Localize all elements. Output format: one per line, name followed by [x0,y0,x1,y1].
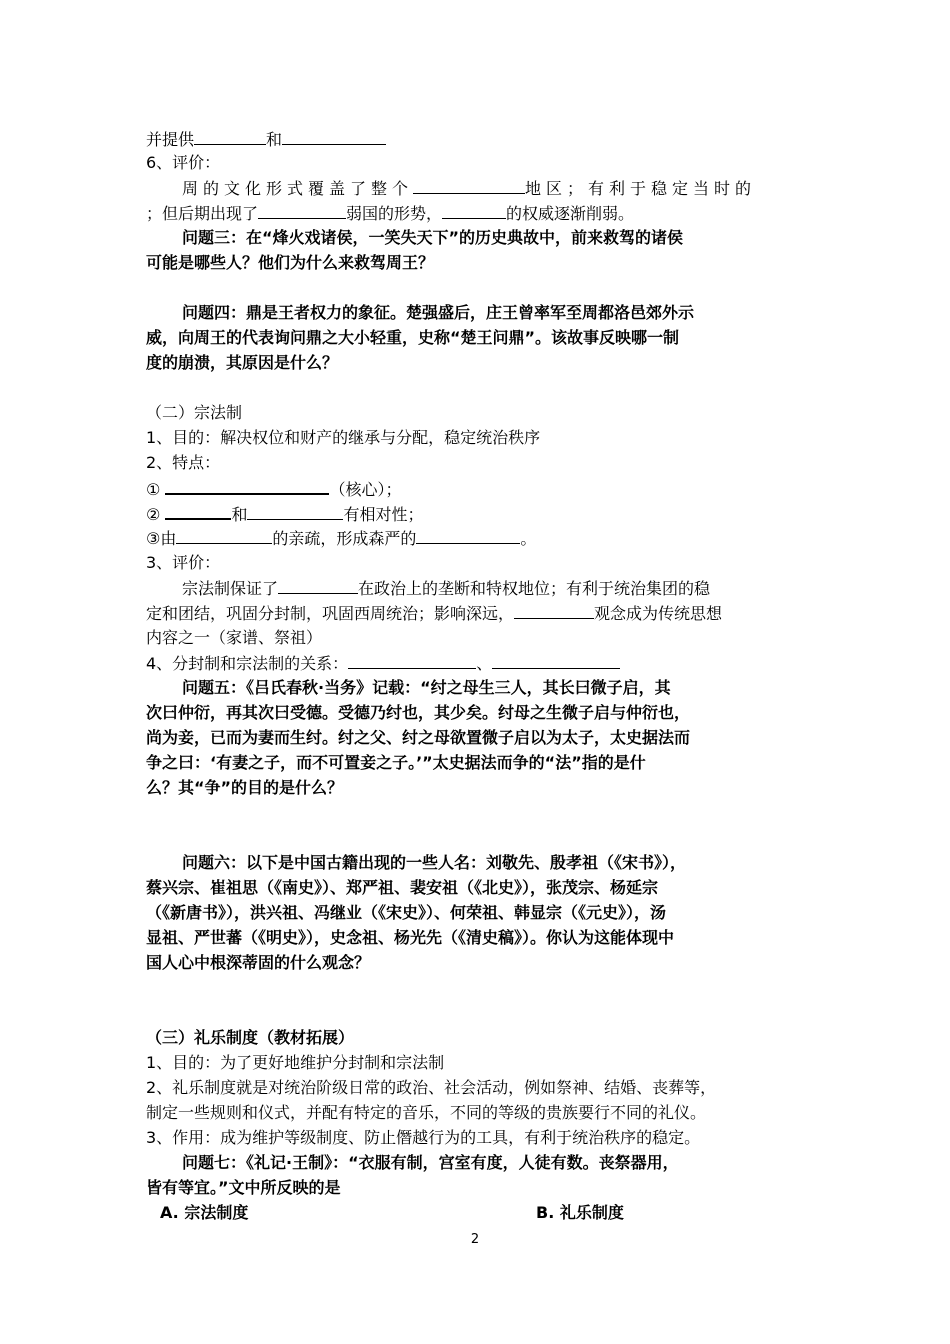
section-6-heading: 6、评价： [146,153,221,172]
blank [442,202,506,219]
question-3-line-2: 可能是哪些人？他们为什么来救驾周王？ [146,253,435,272]
option-b: B. 礼乐制度 [536,1203,624,1222]
section-3-definition-2: 制定一些规则和仪式，并配有特定的音乐，不同的等级的贵族要行不同的礼仪。 [146,1103,707,1122]
blank [278,577,358,594]
blank [282,128,386,145]
section-3-effect: 3、作用：成为维护等级制度、防止僭越行为的工具，有利于统治秩序的稳定。 [146,1128,701,1147]
blank [514,602,594,619]
eval-line-3: 内容之一（家谱、祭祖） [146,628,323,647]
section-2-title: （二）宗法制 [146,403,243,422]
section-2-eval: 3、评价： [146,553,221,572]
feature-2: ② 和 有相对性； [146,502,423,526]
question-6-line-1: 问题六：以下是中国古籍出现的一些人名：刘敬先、殷孝祖（《宋书》）， [182,853,687,872]
blank [176,527,272,544]
section-6-line-1: 周的文化形式覆盖了整个 地区；有利于稳定当时的 [182,179,757,198]
question-4-line-1: 问题四：鼎是王者权力的象征。楚强盛后，庄王曾率军至周都洛邑郊外示 [182,303,695,322]
question-5-line-3: 尚为妾，已而为妻而生纣。纣之父、纣之母欲置微子启以为太子，太史据法而 [146,728,691,747]
relation-line: 4、分封制和宗法制的关系： 、 [146,652,620,675]
question-5-line-5: 么？其“争”的目的是什么？ [146,778,344,797]
blank [258,202,346,219]
question-6-line-4: 显祖、严世蕃（《明史》），史念祖、杨光先（《清史稿》）。你认为这能体现中 [146,928,675,947]
option-a: A. 宗法制度 [160,1203,249,1222]
section-3-definition-1: 2、礼乐制度就是对统治阶级日常的政治、社会活动，例如祭神、结婚、丧葬等， [146,1078,717,1097]
feature-3: ③由 的亲疏，形成森严的 。 [146,529,537,548]
question-5-line-2: 次曰仲衍，再其次曰受德。受德乃纣也，其少矣。纣母之生微子启与仲衍也， [146,703,691,722]
blank [348,652,476,669]
section-2-purpose: 1、目的：解决权位和财产的继承与分配，稳定统治秩序 [146,428,541,447]
section-3-title: （三）礼乐制度（教材拓展） [146,1028,355,1047]
question-6-line-2: 蔡兴宗、崔祖思（《南史》）、郑严祖、裴安祖（《北史》），张茂宗、杨延宗 [146,878,659,897]
section-6-line-2: ；但后期出现了 弱国的形势， 的权威逐渐削弱。 [146,204,635,223]
blank [413,177,525,194]
blank [492,652,620,669]
page-number: 2 [470,1232,480,1247]
question-5-line-1: 问题五：《吕氏春秋·当务》记载：“纣之母生三人，其长曰微子启，其 [182,678,671,697]
feature-1: ① （核心）； [146,477,401,501]
question-4-line-2: 威，向周王的代表询问鼎之大小轻重，史称“楚王问鼎”。该故事反映哪一制 [146,328,680,347]
blank [416,527,520,544]
blank [165,477,329,495]
eval-line-2: 定和团结，巩固分封制，巩固西周统治；影响深远， 观念成为传统思想 [146,604,723,623]
question-4-line-3: 度的崩溃，其原因是什么？ [146,353,339,372]
blank [247,503,343,520]
question-3-line-1: 问题三：在“烽火戏诸侯，一笑失天下”的历史典故中，前来救驾的诸侯 [182,228,684,247]
blank [165,502,231,520]
question-6-line-5: 国人心中根深蒂固的什么观念？ [146,953,371,972]
provide-line: 并提供 和 [146,128,386,151]
section-3-purpose: 1、目的：为了更好地维护分封制和宗法制 [146,1053,445,1072]
eval-line-1: 宗法制保证了 在政治上的垄断和特权地位；有利于统治集团的稳 [182,579,711,598]
section-2-features: 2、特点： [146,453,221,472]
question-6-line-3: （《新唐书》），洪兴祖、冯继业（《宋史》）、何荣祖、韩显宗（《元史》），汤 [146,903,667,922]
question-7-line-1: 问题七：《礼记·王制》：“衣服有制，宫室有度，人徒有数。丧祭器用， [182,1153,679,1172]
blank [194,128,266,145]
question-5-line-4: 争之曰：‘有妻之子，而不可置妾之子。’”太史据法而争的“法”指的是什 [146,753,646,772]
question-7-line-2: 皆有等宜。”文中所反映的是 [146,1178,341,1197]
